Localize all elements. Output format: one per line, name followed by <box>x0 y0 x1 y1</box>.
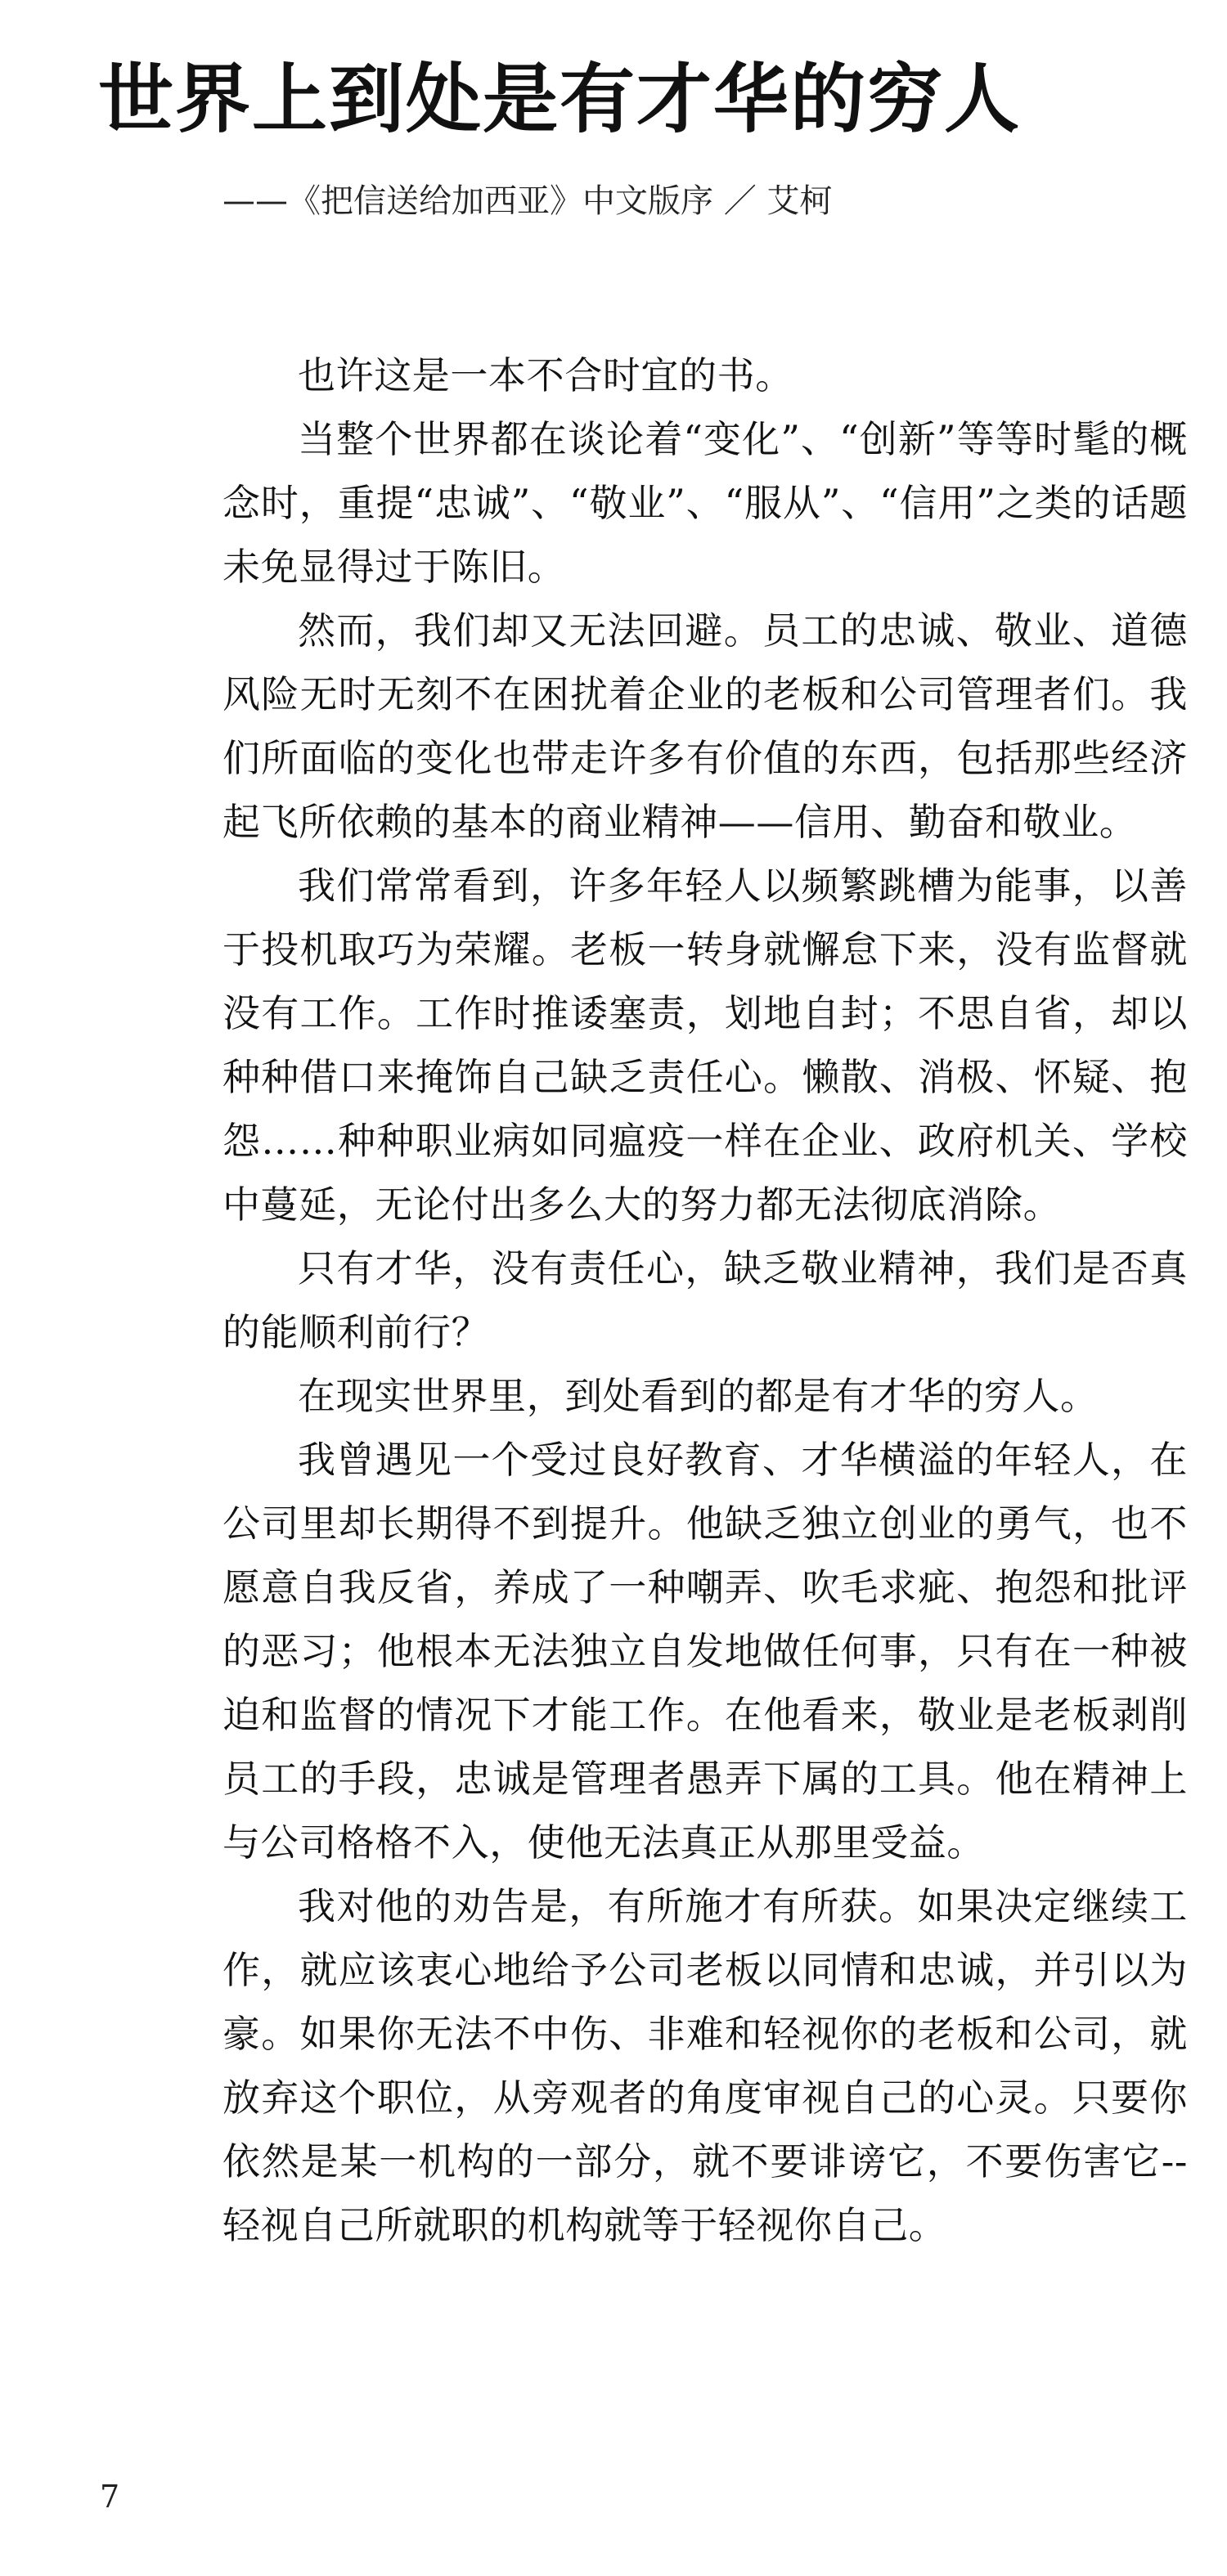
paragraph-8: 我对他的劝告是，有所施才有所获。如果决定继续工作，就应该衷心地给予公司老板以同情和忠诚，并引以为豪。如果你无法不中伤、非难和轻视你的老板和公司，就放弃这个职位，从旁观者的角度审视自己的心灵。只要你依然是某一机构的一部分，就不要诽谤它，不要伤害它--轻视自己所就职的机构就等于轻视你自己。 <box>222 1884 1188 2247</box>
paragraph-4: 我们常常看到，许多年轻人以频繁跳槽为能事，以善于投机取巧为荣耀。老板一转身就懈怠下来，没有监督就没有工作。工作时推诿塞责，划地自封；不思自省，却以种种借口来掩饰自己缺乏责任心。懒散、消极、怀疑、抱怨……种种职业病如同瘟疫一样在企业、政府机关、学校中蔓延，无论付出多么大的努力都无法彻底消除。 <box>222 864 1188 1227</box>
paragraph-1: 也许这是一本不合时宜的书。 <box>298 353 793 397</box>
paragraph-3: 然而，我们却又无法回避。员工的忠诚、敬业、道德风险无时无刻不在困扰着企业的老板和公司管理者们。我们所面临的变化也带走许多有价值的东西，包括那些经济起飞所依赖的基本的商业精神——信用、勤奋和敬业。 <box>222 608 1188 844</box>
paragraph-2: 当整个世界都在谈论着“变化”、“创新”等等时髦的概念时，重提“忠诚”、“敬业”、“服从”、“信用”之类的话题未免显得过于陈旧。 <box>222 417 1188 589</box>
body-text <box>222 343 1188 2257</box>
page-title: 世界上到处是有才华的穷人 <box>98 56 1022 143</box>
paragraph-6: 在现实世界里，到处看到的都是有才华的穷人。 <box>298 1374 1099 1418</box>
subtitle-attribution: ——《把信送给加西亚》中文版序 ／ 艾柯 <box>222 182 833 220</box>
page-number: 7 <box>100 2479 120 2515</box>
paragraph-5: 只有才华，没有责任心，缺乏敬业精神，我们是否真的能顺利前行？ <box>222 1246 1188 1354</box>
paragraph-7: 我曾遇见一个受过良好教育、才华横溢的年轻人，在公司里却长期得不到提升。他缺乏独立创业的勇气，也不愿意自我反省，养成了一种嘲弄、吹毛求疵、抱怨和批评的恶习；他根本无法独立自发地做任何事，只有在一种被迫和监督的情况下才能工作。在他看来，敬业是老板剥削员工的手段，忠诚是管理者愚弄下属的工具。他在精神上与公司格格不入，使他无法真正从那里受益。 <box>222 1438 1188 1865</box>
